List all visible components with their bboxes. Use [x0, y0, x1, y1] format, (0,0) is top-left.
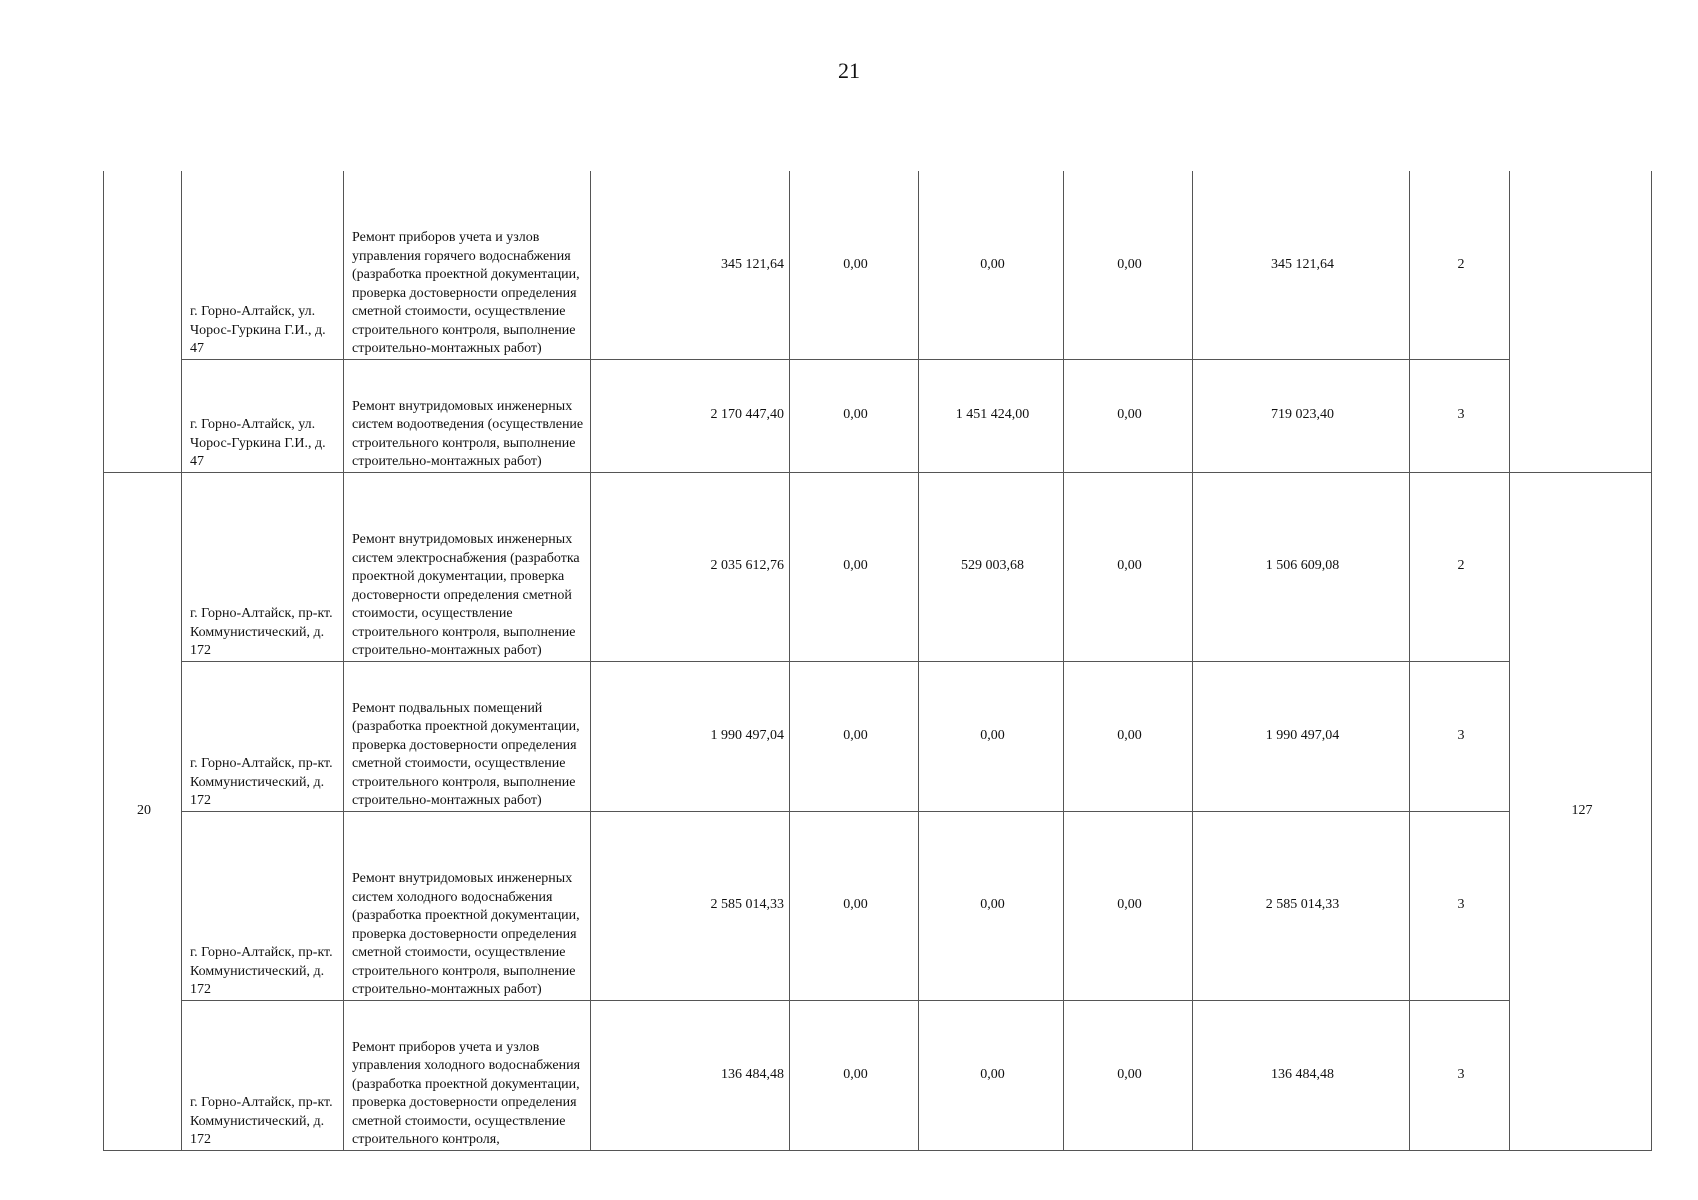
period-cell: 3	[1410, 661, 1510, 811]
cost-column-a-cell: 0,00	[790, 359, 919, 472]
cost-column-b-cell: 529 003,68	[919, 472, 1064, 661]
cost-column-b-cell: 0,00	[919, 661, 1064, 811]
cost-column-a-cell: 0,00	[790, 661, 919, 811]
total-cost-cell: 136 484,48	[591, 1000, 790, 1150]
cost-column-c-cell: 0,00	[1064, 811, 1193, 1000]
cost-column-d-cell: 345 121,64	[1193, 171, 1410, 359]
table-row	[104, 359, 1652, 472]
address-cell: г. Горно-Алтайск, пр-кт. Коммунистический, д. 172	[182, 472, 344, 661]
address-cell: г. Горно-Алтайск, пр-кт. Коммунистический, д. 172	[182, 661, 344, 811]
work-description-cell: Ремонт подвальных помещений (разработка проектной документации, проверка достоверности определения сметной стоимости, осуществление строительного контроля, выполнение строительно-монтажных работ)	[344, 661, 591, 811]
page-number: 21	[838, 58, 860, 83]
group-code-cell	[1510, 171, 1652, 472]
work-description-cell: Ремонт внутридомовых инженерных систем холодного водоснабжения (разработка проектной документации, проверка достоверности определения сметной стоимости, осуществление строительного контроля, выполнение строительно-монтажных работ)	[344, 811, 591, 1000]
cost-column-c-cell: 0,00	[1064, 1000, 1193, 1150]
period-cell: 3	[1410, 359, 1510, 472]
cost-column-c-cell: 0,00	[1064, 359, 1193, 472]
total-cost-cell: 1 990 497,04	[591, 661, 790, 811]
group-code-cell: 127	[1510, 472, 1652, 1150]
address-cell: г. Горно-Алтайск, ул. Чорос-Гуркина Г.И., д. 47	[182, 171, 344, 359]
cost-column-d-cell: 1 990 497,04	[1193, 661, 1410, 811]
address-cell: г. Горно-Алтайск, пр-кт. Коммунистический, д. 172	[182, 1000, 344, 1150]
period-cell: 3	[1410, 811, 1510, 1000]
cost-column-a-cell: 0,00	[790, 472, 919, 661]
cost-column-a-cell: 0,00	[790, 171, 919, 359]
work-description-cell: Ремонт приборов учета и узлов управления горячего водоснабжения (разработка проектной документации, проверка достоверности определения сметной стоимости, осуществление строительного контроля, выполнение строительно-монтажных работ)	[344, 171, 591, 359]
cost-column-b-cell: 0,00	[919, 811, 1064, 1000]
cost-column-b-cell: 0,00	[919, 1000, 1064, 1150]
address-cell: г. Горно-Алтайск, пр-кт. Коммунистический, д. 172	[182, 811, 344, 1000]
cost-column-c-cell: 0,00	[1064, 661, 1193, 811]
total-cost-cell: 2 585 014,33	[591, 811, 790, 1000]
cost-column-c-cell: 0,00	[1064, 171, 1193, 359]
repair-program-table	[103, 171, 1652, 1151]
cost-column-a-cell: 0,00	[790, 1000, 919, 1150]
row-number-cell	[104, 171, 182, 472]
period-cell: 2	[1410, 171, 1510, 359]
total-cost-cell: 2 035 612,76	[591, 472, 790, 661]
work-description-cell: Ремонт внутридомовых инженерных систем водоотведения (осуществление строительного контроля, выполнение строительно-монтажных работ)	[344, 359, 591, 472]
cost-column-d-cell: 1 506 609,08	[1193, 472, 1410, 661]
total-cost-cell: 345 121,64	[591, 171, 790, 359]
cost-column-d-cell: 136 484,48	[1193, 1000, 1410, 1150]
table-row	[104, 472, 1652, 661]
cost-column-b-cell: 0,00	[919, 171, 1064, 359]
cost-column-a-cell: 0,00	[790, 811, 919, 1000]
cost-column-b-cell: 1 451 424,00	[919, 359, 1064, 472]
work-description-cell: Ремонт внутридомовых инженерных систем электроснабжения (разработка проектной документации, проверка достоверности определения сметной стоимости, осуществление строительного контроля, выполнение строительно-монтажных работ)	[344, 472, 591, 661]
period-cell: 2	[1410, 472, 1510, 661]
table-row	[104, 811, 1652, 1000]
work-description-cell: Ремонт приборов учета и узлов управления холодного водоснабжения (разработка проектной документации, проверка достоверности определения сметной стоимости, осуществление строительного контроля,	[344, 1000, 591, 1150]
table-row	[104, 661, 1652, 811]
cost-column-d-cell: 2 585 014,33	[1193, 811, 1410, 1000]
row-number-cell: 20	[104, 472, 182, 1150]
total-cost-cell: 2 170 447,40	[591, 359, 790, 472]
cost-column-d-cell: 719 023,40	[1193, 359, 1410, 472]
table-row	[104, 171, 1652, 359]
cost-column-c-cell: 0,00	[1064, 472, 1193, 661]
table-row	[104, 1000, 1652, 1150]
address-cell: г. Горно-Алтайск, ул. Чорос-Гуркина Г.И., д. 47	[182, 359, 344, 472]
period-cell: 3	[1410, 1000, 1510, 1150]
